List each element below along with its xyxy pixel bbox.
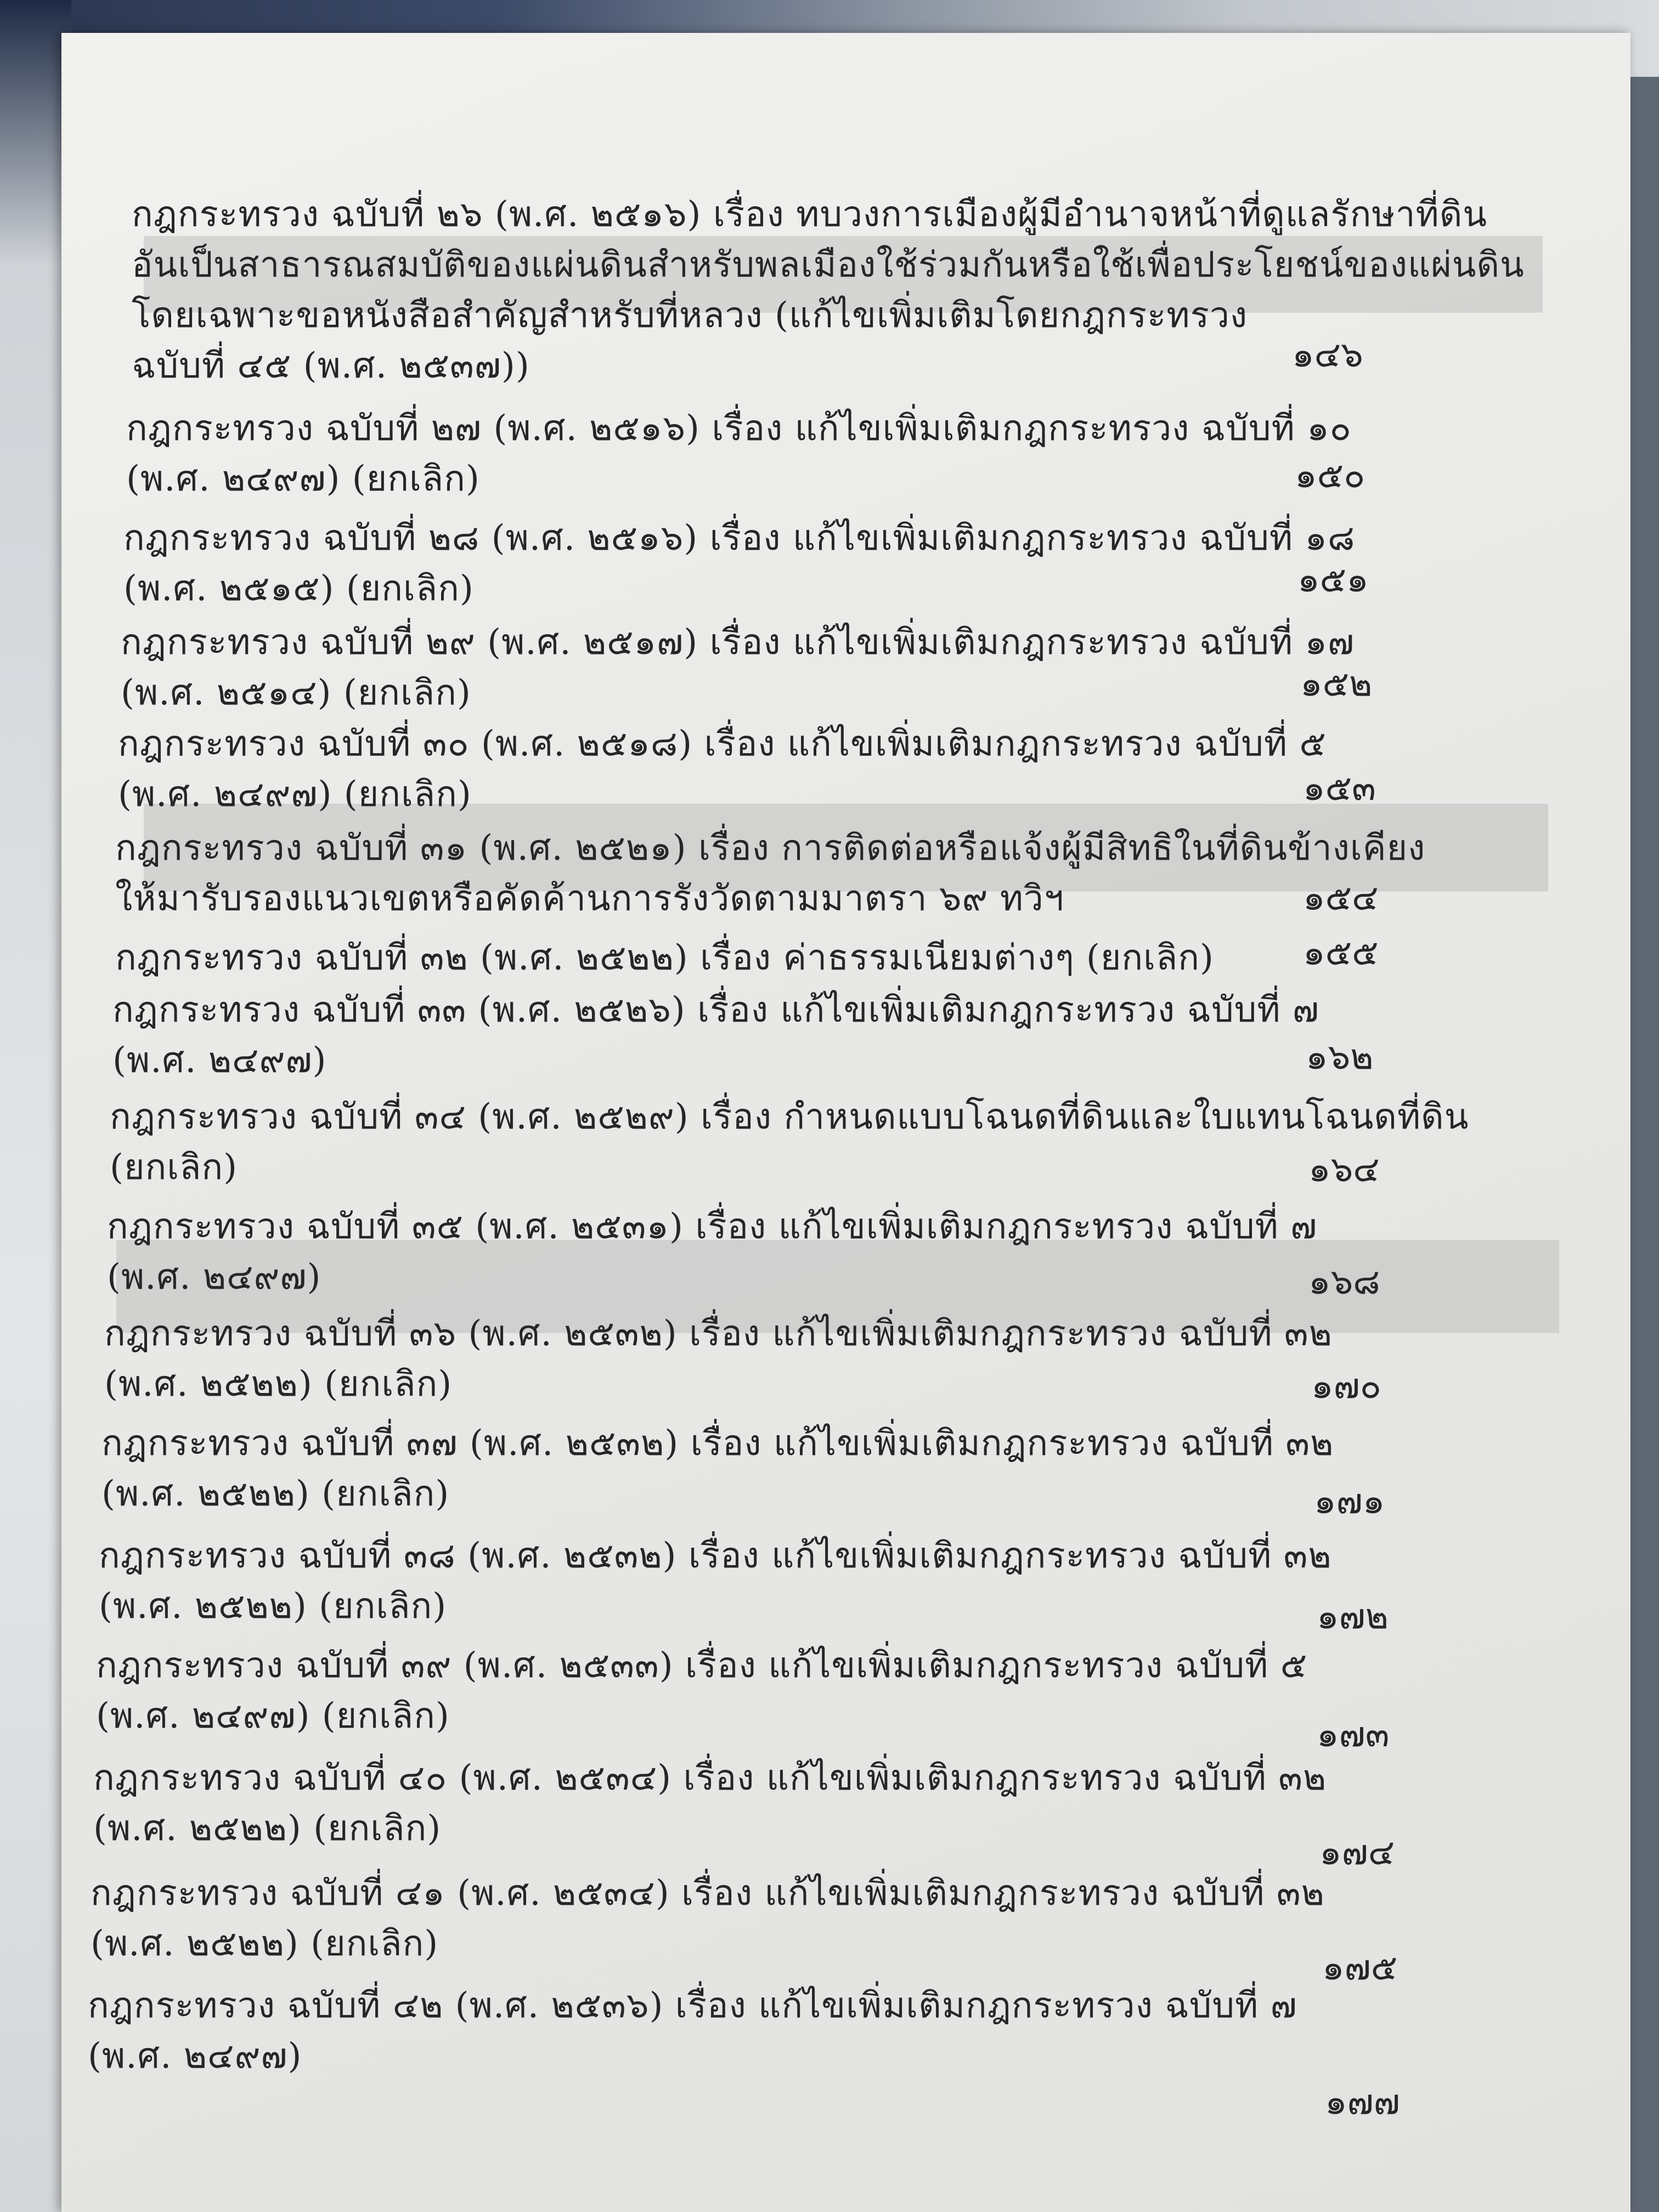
toc-entry-line: กฎกระทรวง ฉบับที่ ๓๖ (พ.ศ. ๒๕๓๒) เรื่อง แก้ไขเพิ่มเติมกฎกระทรวง ฉบับที่ ๓๒ [104,1313,1333,1354]
toc-entry-line: กฎกระทรวง ฉบับที่ ๒๖ (พ.ศ. ๒๕๑๖) เรื่อง ทบวงการเมืองผู้มีอำนาจหน้าที่ดูแลรักษาที่ดิน [132,194,1488,235]
toc-page-number: ๑๕๕ [1303,933,1379,973]
toc-page-number: ๑๗๒ [1317,1596,1389,1637]
toc-page-number: ๑๕๐ [1295,455,1365,496]
toc-page-number: ๑๕๑ [1297,560,1369,600]
toc-entry-line: (พ.ศ. ๒๕๑๔) (ยกเลิก) [121,673,471,713]
toc-entry-line: กฎกระทรวง ฉบับที่ ๓๒ (พ.ศ. ๒๕๒๒) เรื่อง ค่าธรรมเนียมต่างๆ (ยกเลิก) [115,938,1214,978]
document-page [61,33,1630,2212]
toc-page-number: ๑๕๔ [1303,878,1379,918]
toc-entry [88,1980,1569,2081]
toc-entry-line: (พ.ศ. ๒๕๒๒) (ยกเลิก) [101,1474,450,1514]
toc-entry-line: (พ.ศ. ๒๕๑๕) (ยกเลิก) [123,568,474,609]
toc-entry-line: ให้มารับรองแนวเขตหรือคัดค้านการรังวัดตามมาตรา ๖๙ ทวิฯ [115,878,1064,919]
toc-entry [123,513,1605,614]
toc-entry-line: (พ.ศ. ๒๕๒๒) (ยกเลิก) [99,1586,447,1627]
toc-page-number: ๑๕๒ [1300,664,1373,704]
toc-entry-line: กฎกระทรวง ฉบับที่ ๓๕ (พ.ศ. ๒๕๓๑) เรื่อง แก้ไขเพิ่มเติมกฎกระทรวง ฉบับที่ ๗ [107,1206,1318,1247]
toc-page-number: ๑๕๓ [1303,768,1376,809]
toc-entry-line: กฎกระทรวง ฉบับที่ ๓๓ (พ.ศ. ๒๕๒๖) เรื่อง แก้ไขเพิ่มเติมกฎกระทรวง ฉบับที่ ๗ [112,990,1319,1030]
toc-entry-line: (พ.ศ. ๒๔๙๗) (ยกเลิก) [96,1696,450,1736]
toc-page-number: ๑๔๖ [1292,335,1363,375]
toc-entry-line: อันเป็นสาธารณสมบัติของแผ่นดินสำหรับพลเมืองใช้ร่วมกันหรือใช้เพื่อประโยชน์ของแผ่นดิน [132,245,1525,285]
toc-entry-line: (พ.ศ. ๒๕๒๒) (ยกเลิก) [93,1808,442,1849]
toc-entry-line: (พ.ศ. ๒๔๙๗) (ยกเลิก) [118,774,472,815]
toc-entry-line: กฎกระทรวง ฉบับที่ ๓๔ (พ.ศ. ๒๕๒๙) เรื่อง กำหนดแบบโฉนดที่ดินและใบแทนโฉนดที่ดิน [110,1097,1469,1137]
toc-page-number: ๑๗๑ [1314,1481,1385,1522]
toc-entry-line: ฉบับที่ ๔๕ (พ.ศ. ๒๕๓๗)) [132,346,530,386]
toc-entry-line: กฎกระทรวง ฉบับที่ ๔๒ (พ.ศ. ๒๕๓๖) เรื่อง แก้ไขเพิ่มเติมกฎกระทรวง ฉบับที่ ๗ [88,1985,1297,2026]
toc-page-number: ๑๖๘ [1308,1262,1380,1302]
toc-entry-line: กฎกระทรวง ฉบับที่ ๓๙ (พ.ศ. ๒๕๓๓) เรื่อง แก้ไขเพิ่มเติมกฎกระทรวง ฉบับที่ ๕ [96,1645,1308,1686]
toc-entry-line: (พ.ศ. ๒๔๙๗) (ยกเลิก) [126,459,480,499]
toc-entry-line: (พ.ศ. ๒๕๒๒) (ยกเลิก) [104,1364,453,1404]
toc-entry-line: กฎกระทรวง ฉบับที่ ๔๐ (พ.ศ. ๒๕๓๔) เรื่อง แก้ไขเพิ่มเติมกฎกระทรวง ฉบับที่ ๓๒ [93,1758,1327,1798]
toc-entry-line: กฎกระทรวง ฉบับที่ ๒๗ (พ.ศ. ๒๕๑๖) เรื่อง แก้ไขเพิ่มเติมกฎกระทรวง ฉบับที่ ๑๐ [126,408,1352,449]
toc-page-number: ๑๗๗ [1325,2082,1400,2123]
toc-entry-line: (พ.ศ. ๒๕๒๒) (ยกเลิก) [91,1923,439,1964]
toc-entry-line: กฎกระทรวง ฉบับที่ ๓๗ (พ.ศ. ๒๕๓๒) เรื่อง แก้ไขเพิ่มเติมกฎกระทรวง ฉบับที่ ๓๒ [101,1423,1334,1464]
toc-entry-line: กฎกระทรวง ฉบับที่ ๒๙ (พ.ศ. ๒๕๑๗) เรื่อง แก้ไขเพิ่มเติมกฎกระทรวง ฉบับที่ ๑๗ [121,622,1355,663]
toc-page-number: ๑๗๕ [1322,1948,1398,1988]
toc-entry [118,719,1599,820]
toc-entry [126,403,1607,504]
toc-page-number: ๑๗๓ [1317,1714,1390,1755]
toc-entry-line: กฎกระทรวง ฉบับที่ ๓๘ (พ.ศ. ๒๕๓๒) เรื่อง แก้ไขเพิ่มเติมกฎกระทรวง ฉบับที่ ๓๒ [99,1536,1332,1576]
toc-page-number: ๑๖๔ [1308,1149,1380,1190]
toc-page-number: ๑๗๐ [1311,1366,1381,1407]
toc-entry-line: กฎกระทรวง ฉบับที่ ๔๑ (พ.ศ. ๒๕๓๔) เรื่อง แก้ไขเพิ่มเติมกฎกระทรวง ฉบับที่ ๓๒ [91,1873,1325,1914]
toc-entry-line: (พ.ศ. ๒๔๙๗) [88,2036,302,2076]
toc-entry-line: กฎกระทรวง ฉบับที่ ๒๘ (พ.ศ. ๒๕๑๖) เรื่อง แก้ไขเพิ่มเติมกฎกระทรวง ฉบับที่ ๑๘ [123,518,1356,558]
toc-entry [132,189,1613,391]
toc-entry-line: กฎกระทรวง ฉบับที่ ๓๑ (พ.ศ. ๒๕๒๑) เรื่อง การติดต่อหรือแจ้งผู้มีสิทธิในที่ดินข้างเคียง [115,828,1426,868]
toc-page-number: ๑๖๒ [1306,1037,1374,1077]
toc-entry-line: กฎกระทรวง ฉบับที่ ๓๐ (พ.ศ. ๒๕๑๘) เรื่อง แก้ไขเพิ่มเติมกฎกระทรวง ฉบับที่ ๕ [118,724,1327,764]
toc-entry-line: โดยเฉพาะขอหนังสือสำคัญสำหรับที่หลวง (แก้ไขเพิ่มเติมโดยกฎกระทรวง [132,295,1248,336]
toc-entry-line: (ยกเลิก) [110,1147,238,1188]
background-left [0,0,71,2212]
toc-page-number: ๑๗๔ [1319,1832,1395,1873]
toc-entry-line: (พ.ศ. ๒๔๙๗) [112,1040,327,1081]
toc-entry [121,617,1602,718]
toc-entry-line: (พ.ศ. ๒๔๙๗) [107,1257,321,1297]
